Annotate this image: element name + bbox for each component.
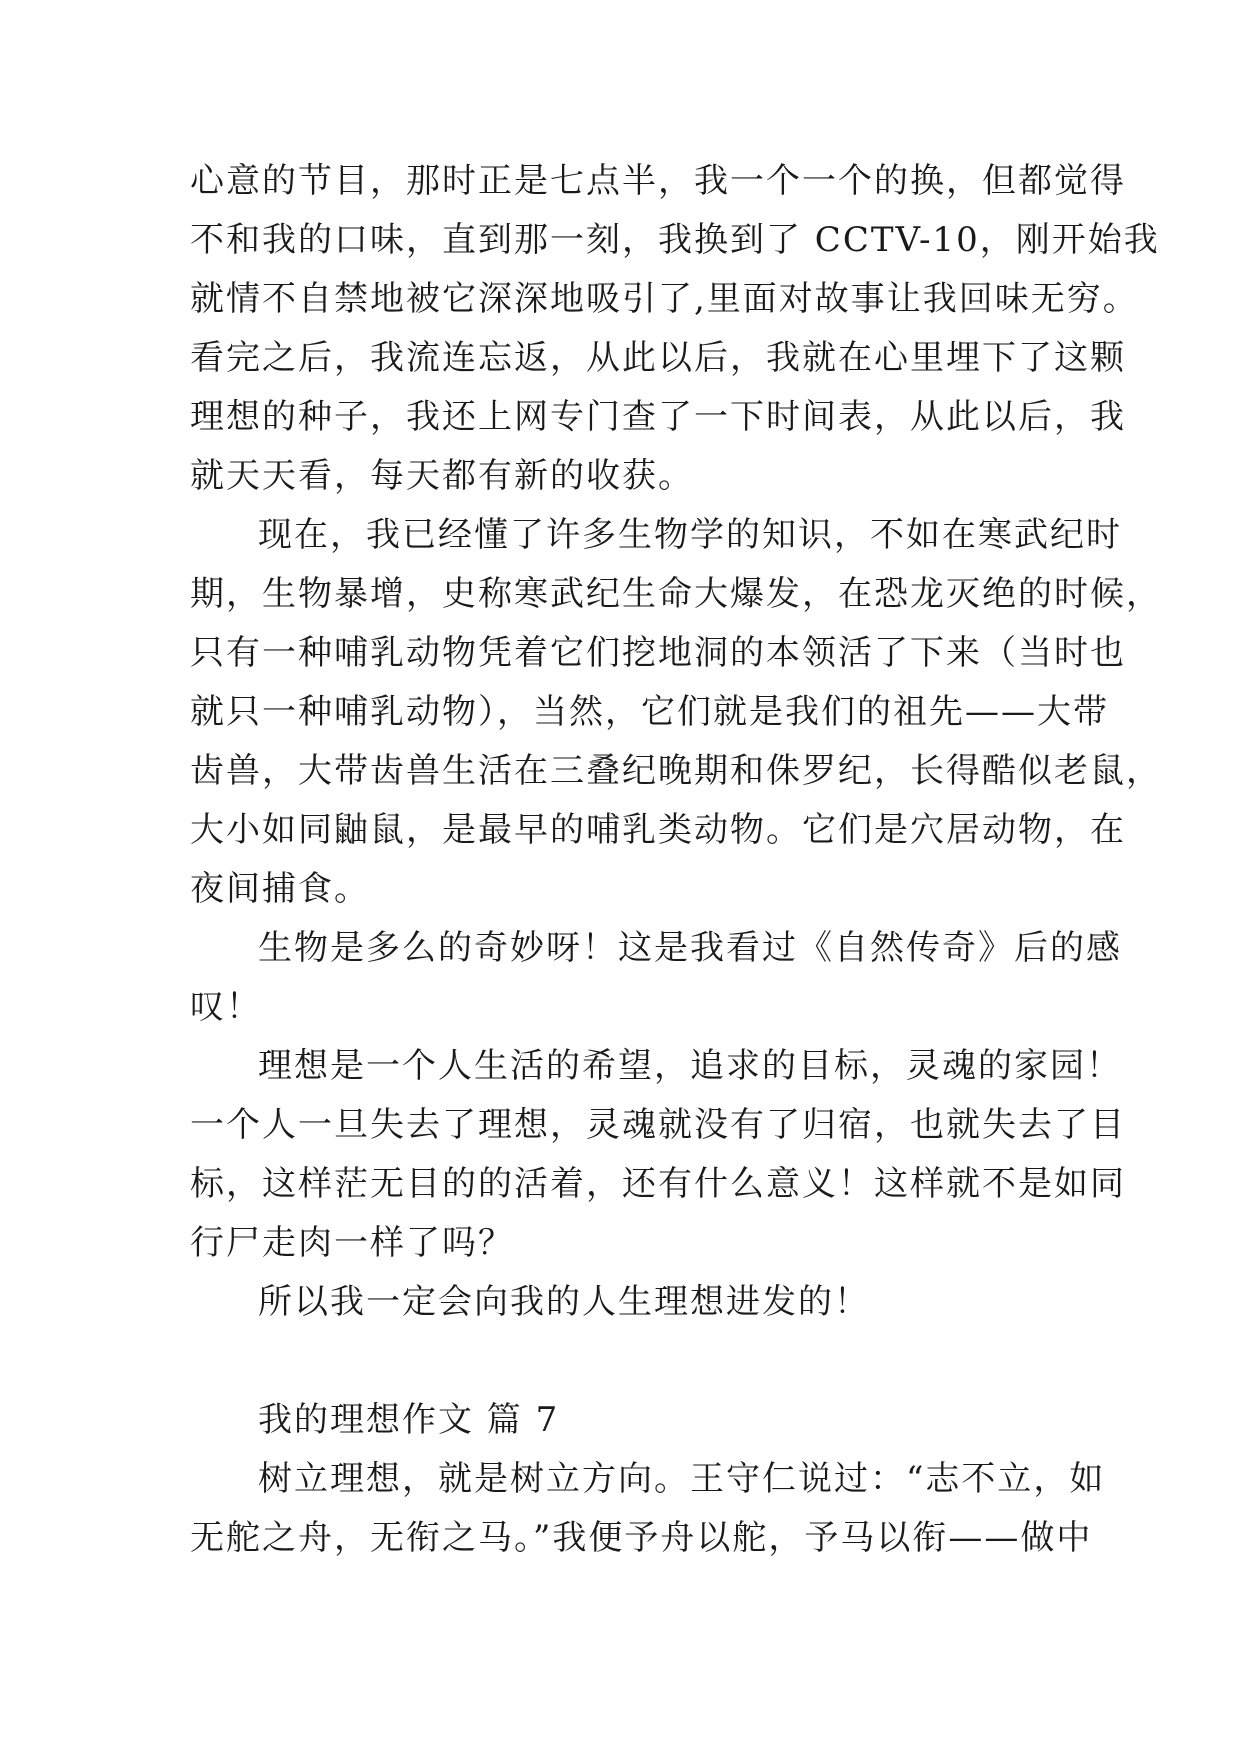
- text-line: 大小如同鼬鼠，是最早的哺乳类动物。它们是穴居动物，在: [190, 810, 1126, 850]
- text-line: 看完之后，我流连忘返，从此以后，我就在心里埋下了这颗: [190, 338, 1126, 378]
- text-line: 只有一种哺乳动物凭着它们挖地洞的本领活了下来（当时也: [190, 633, 1126, 673]
- paragraph-start-line: 树立理想，就是树立方向。王守仁说过：“志不立，如: [258, 1459, 1106, 1499]
- text-line: 无舵之舟，无衔之马。”我便予舟以舵，予马以衔——做中: [190, 1518, 1093, 1558]
- section-heading: 我的理想作文 篇 7: [258, 1400, 560, 1440]
- text-line: 行尸走肉一样了吗？: [190, 1223, 514, 1263]
- text-line: 就天天看，每天都有新的收获。: [190, 456, 694, 496]
- text-line: 期，生物暴增，史称寒武纪生命大爆发，在恐龙灭绝的时候，: [190, 574, 1162, 614]
- text-line: 叹！: [190, 987, 262, 1027]
- text-line: 理想的种子，我还上网专门查了一下时间表，从此以后，我: [190, 397, 1126, 437]
- paragraph-start-line: 现在，我已经懂了许多生物学的知识，不如在寒武纪时: [258, 515, 1122, 555]
- blank-line: [190, 1332, 1080, 1391]
- paragraph-start-line: 生物是多么的奇妙呀！这是我看过《自然传奇》后的感: [258, 928, 1122, 968]
- text-line: 标，这样茫无目的的活着，还有什么意义！这样就不是如同: [190, 1164, 1126, 1204]
- text-line: 夜间捕食。: [190, 869, 370, 909]
- text-line: 就只一种哺乳动物），当然，它们就是我们的祖先——大带: [190, 692, 1109, 732]
- text-line: 一个人一旦失去了理想，灵魂就没有了归宿，也就失去了目: [190, 1105, 1126, 1145]
- text-line: 不和我的口味，直到那一刻，我换到了 CCTV-10，刚开始我: [190, 220, 1160, 260]
- text-line: 齿兽，大带齿兽生活在三叠纪晚期和侏罗纪，长得酷似老鼠，: [190, 751, 1162, 791]
- text-line: 心意的节目，那时正是七点半，我一个一个的换，但都觉得: [190, 161, 1126, 201]
- paragraph-start-line: 所以我一定会向我的人生理想进发的！: [258, 1282, 870, 1322]
- document-page: [190, 152, 1162, 1568]
- paragraph-start-line: 理想是一个人生活的希望，追求的目标，灵魂的家园！: [258, 1046, 1122, 1086]
- text-line: 就情不自禁地被它深深地吸引了,里面对故事让我回味无穷。: [190, 279, 1139, 319]
